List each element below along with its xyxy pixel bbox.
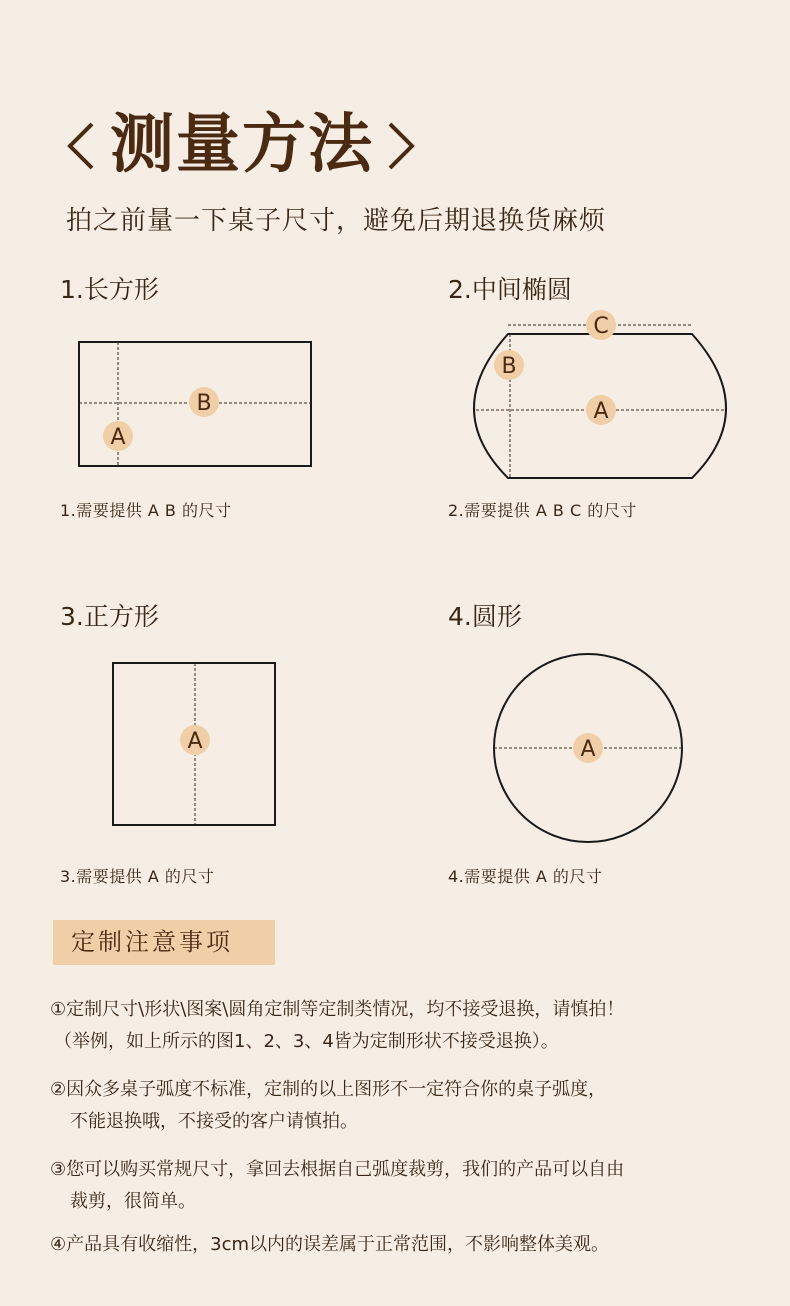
label-a: A	[187, 729, 203, 754]
shape-caption-rectangle: 1.需要提供 A B 的尺寸	[60, 501, 232, 520]
notice-item-4	[50, 1229, 609, 1261]
chevron-right-icon	[380, 118, 420, 174]
label-b: B	[501, 354, 517, 379]
notice-item-line: 不能退换哦，不接受的客户请慎拍。	[70, 1111, 358, 1132]
shape-caption-circle: 4.需要提供 A 的尺寸	[448, 867, 603, 886]
label-c: C	[593, 314, 609, 339]
label-a: A	[593, 399, 609, 424]
shape-title-circle: 4.圆形	[448, 602, 522, 631]
notice-item-2	[50, 1074, 606, 1138]
label-b: B	[196, 391, 212, 416]
circle-diagram	[488, 650, 688, 850]
notice-item-line: ②因众多桌子弧度不标准，定制的以上图形不一定符合你的桌子弧度，	[50, 1079, 607, 1100]
page-title-block	[62, 100, 482, 195]
page-subtitle: 拍之前量一下桌子尺寸，避免后期退换货麻烦	[66, 206, 607, 236]
notice-item-line: 裁剪，很简单。	[70, 1191, 196, 1212]
notice-heading-box	[53, 920, 275, 965]
notice-item-line: ①定制尺寸\形状\图案\圆角定制等定制类情况，均不接受退换，请慎拍！	[50, 999, 625, 1020]
notice-item-line: （举例，如上所示的图1、2、3、4皆为定制形状不接受退换）。	[54, 1031, 559, 1052]
shape-caption-square: 3.需要提供 A 的尺寸	[60, 867, 215, 886]
notice-item-line: ④产品具有收缩性，3cm以内的误差属于正常范围，不影响整体美观。	[50, 1234, 610, 1255]
notice-item-line: ③您可以购买常规尺寸，拿回去根据自己弧度裁剪，我们的产品可以自由	[50, 1159, 625, 1180]
label-a: A	[580, 737, 596, 762]
square-diagram	[105, 655, 285, 835]
notice-item-3	[50, 1154, 624, 1218]
oval-diagram	[470, 305, 730, 485]
page-title: 测量方法	[110, 108, 374, 182]
shape-caption-oval: 2.需要提供 A B C 的尺寸	[448, 501, 637, 520]
shape-title-oval: 2.中间椭圆	[448, 275, 572, 304]
notice-item-1	[50, 994, 624, 1058]
notice-heading: 定制注意事项	[71, 928, 233, 956]
rectangle-diagram	[70, 335, 320, 475]
shape-title-rectangle: 1.长方形	[60, 275, 159, 304]
chevron-left-icon	[62, 118, 102, 174]
label-a: A	[110, 425, 126, 450]
shape-title-square: 3.正方形	[60, 602, 159, 631]
